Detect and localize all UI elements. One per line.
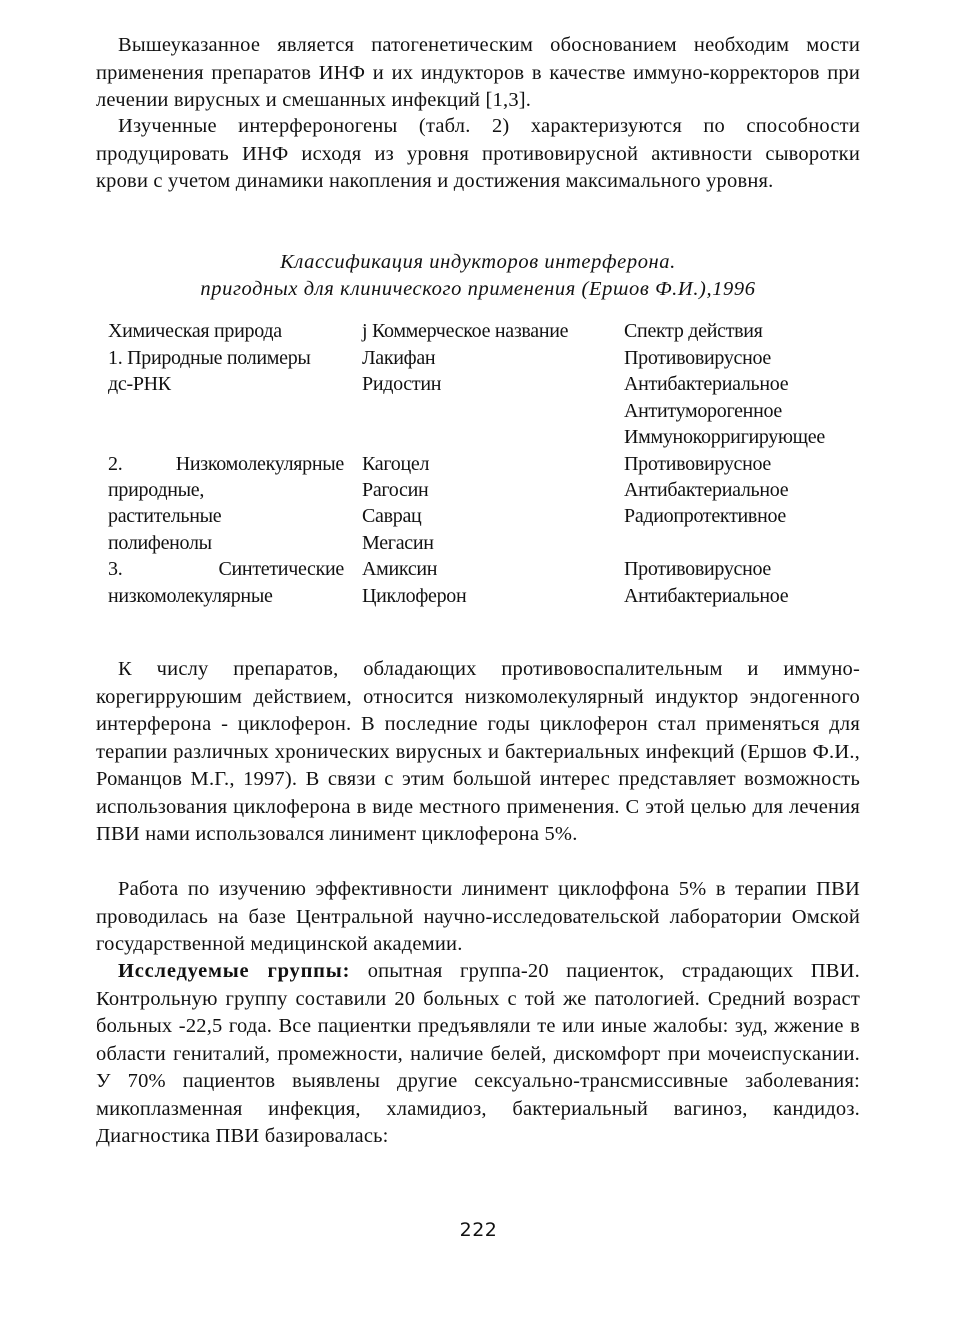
table-row — [108, 583, 868, 609]
table-cell: растительные — [108, 505, 222, 528]
table-item-number: 2. — [108, 452, 123, 475]
table-cell: Лакифан — [362, 347, 436, 369]
table-row — [108, 451, 868, 477]
inducer-classification-table — [108, 318, 868, 609]
table-cell: Рагосин — [362, 479, 429, 502]
table-header-cell: j Коммерческое название — [362, 320, 569, 342]
table-cell: природные, — [108, 479, 205, 502]
table-cell: Противовирусное — [624, 452, 772, 475]
page-number: 222 — [459, 1219, 498, 1241]
table-cell: Циклоферон — [362, 584, 467, 607]
table-cell: дс-РНК — [108, 373, 171, 396]
table-cell: Антибактериальное — [624, 373, 789, 396]
table-cell-content — [108, 451, 344, 477]
table-cell: низкомолекулярные — [108, 584, 273, 607]
table-cell — [624, 530, 868, 556]
intro-paragraph-2: Изученные интерфероногены (табл. 2) характеризуются по способности продуцировать ИНФ исходя из уровня противовирусной активности сыворотки крови с учетом динамики накопления и достижения максимального уровня. — [96, 115, 860, 192]
table-cell: полифенолы — [108, 531, 212, 554]
table-item-label: Низкомолекулярные — [175, 452, 344, 475]
table-caption-line-1: Классификация индукторов интерферона. — [280, 251, 676, 273]
table-caption-line-2: пригодных для клинического применения (Ершов Ф.И.),1996 — [200, 278, 756, 300]
table-row — [108, 424, 868, 450]
table-cell: Антибактериальное — [624, 479, 789, 502]
table-cell — [108, 451, 346, 477]
study-groups-text: опытная группа-20 пациенток, страдающих ПВИ. Контрольную группу составили 20 больных с той же патологией. Средний возраст больных -22,5 года. Все пациентки предъявляли те или иные жалобы: зуд, жжение в области гениталий, промежности, наличие белей, дискомфорт при мочеиспускании. У 70% пациентов выявлены другие сексуально-трансмиссивные заболевания: микоплазменная инфекция, хламидиоз, бактериальный вагиноз, кандидоз. Диагностика ПВИ базировалась: — [96, 960, 860, 1147]
table-cell — [108, 424, 346, 450]
table-cell: Радиопротективное — [624, 505, 786, 528]
table-cell — [346, 424, 624, 450]
table-cell — [108, 398, 346, 424]
table-header-cell: Химическая природа — [108, 320, 282, 342]
table-cell — [108, 556, 346, 582]
table-row — [108, 556, 868, 582]
table-cell: Антитуморогенное — [624, 399, 783, 422]
table-cell: Противовирусное — [624, 347, 772, 369]
table-cell: Амиксин — [362, 558, 438, 581]
table-cell: Мегасин — [362, 531, 434, 554]
table-cell: 1. Природные полимеры — [108, 347, 311, 369]
intro-paragraph-1: Вышеуказанное является патогенетическим обоснованием необходим мости применения препаратов ИНФ и их индукторов в качестве иммуно-корректоров при лечении вирусных и смешанных инфекций [1,3]. — [96, 34, 860, 111]
table-row — [108, 530, 868, 556]
table-cell — [346, 398, 624, 424]
table-cell: Антибактериальное — [624, 584, 789, 607]
table-header-cell: Спектр действия — [624, 320, 763, 342]
body-paragraph-1: К числу препаратов, обладающих противовоспалительным и иммуно-корегирруюшим действием, относится низкомолекулярный индуктор эндогенного интерферона - циклоферон. В последние годы циклоферон стал применяться для терапии различных хронических вирусных и бактериальных инфекций (Ершов Ф.И., Романцов М.Г., 1997). В связи с этим большой интерес представляет возможность использования циклоферона в виде местного применения. С этой целью для лечения ПВИ нами использовался линимент циклоферона 5%. — [96, 658, 860, 845]
body-paragraph-2: Работа по изучению эффективности линимент циклоффона 5% в терапии ПВИ проводилась на базе Центральной научно-исследовательской лаборатории Омской государственной медицинской академии. — [96, 878, 860, 955]
table-cell: Кагоцел — [362, 452, 430, 475]
table-header-row — [108, 318, 868, 345]
table-cell: Ридостин — [362, 373, 442, 396]
table-cell: Противовирусное — [624, 558, 772, 581]
table-item-number: 3. — [108, 558, 123, 581]
table-row — [108, 503, 868, 529]
study-groups-paragraph — [96, 958, 860, 1151]
table-cell-content — [108, 556, 344, 582]
table-row — [108, 345, 868, 371]
table-row — [108, 398, 868, 424]
table-row — [108, 371, 868, 397]
study-groups-heading: Исследуемые группы: — [118, 960, 351, 982]
table-item-label: Синтетические — [218, 558, 344, 581]
table-cell: Саврац — [362, 505, 422, 528]
table-row — [108, 477, 868, 503]
table-cell: Иммунокорригирующее — [624, 426, 825, 449]
